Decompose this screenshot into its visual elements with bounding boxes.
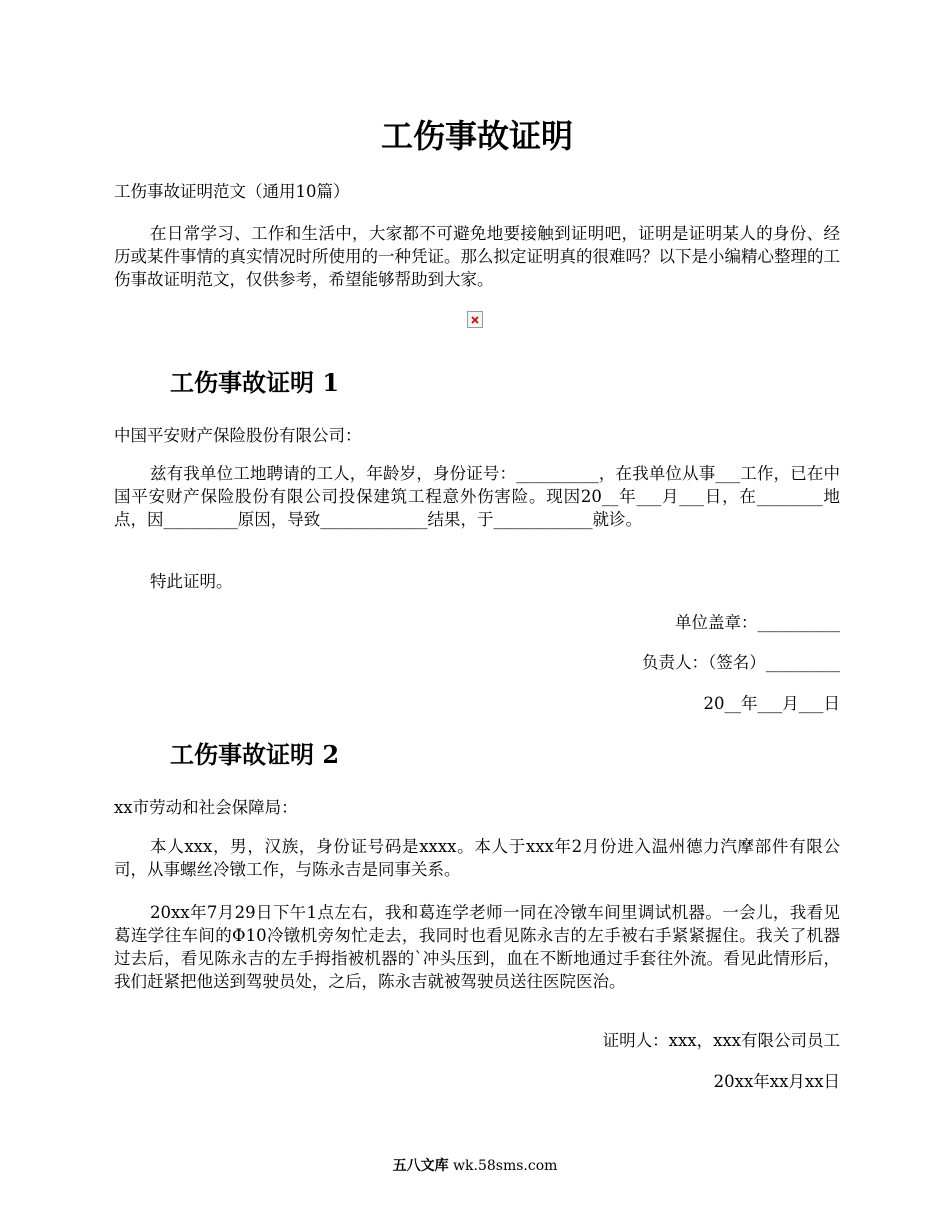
section1-heading: 工伤事故证明 1 bbox=[170, 368, 340, 397]
intro-paragraph: 在日常学习、工作和生活中，大家都不可避免地要接触到证明吧，证明是证明某人的身份、经历或某件事情的真实情况时所使用的一种凭证。那么拟定证明真的很难吗？以下是小编精心整理的工伤事故证明范文，仅供参考，希望能够帮助到大家。 bbox=[114, 224, 840, 289]
section1-date-line: 20__年___月___日 bbox=[703, 694, 840, 713]
section2-paragraph-1: 本人xxx，男，汉族，身份证号码是xxxx。本人于xxx年2月份进入温州德力汽摩部件有限公司，从事螺丝冷镦工作，与陈永吉是同事关系。 bbox=[114, 837, 840, 879]
section1-seal-line: 单位盖章：__________ bbox=[675, 613, 840, 632]
broken-image-icon bbox=[467, 311, 483, 328]
document-title: 工伤事故证明 bbox=[380, 117, 573, 155]
page-footer bbox=[0, 1156, 950, 1176]
footer-site-link[interactable]: wk.58sms.com bbox=[453, 1158, 558, 1174]
document-subtitle: 工伤事故证明范文（通用10篇） bbox=[114, 182, 350, 201]
section1-signer-line: 负责人：（签名）_________ bbox=[642, 653, 840, 672]
section2-paragraph-2: 20xx年7月29日下午1点左右，我和葛连学老师一同在冷镦车间里调试机器。一会儿，我看见葛连学往车间的Φ10冷镦机旁匆忙走去，我同时也看见陈永吉的左手被右手紧紧握住。我关了机器过去后，看见陈永吉的左手拇指被机器的`冲头压到，血在不断地通过手套往外流。看见此情形后，我们赶紧把他送到驾驶员处，之后，陈永吉就被驾驶员送往医院医治。 bbox=[114, 903, 840, 991]
section1-recipient: 中国平安财产保险股份有限公司： bbox=[114, 426, 362, 445]
section1-closing: 特此证明。 bbox=[150, 572, 233, 591]
section2-date-line: 20xx年xx月xx日 bbox=[713, 1072, 840, 1091]
section1-body: 兹有我单位工地聘请的工人，年龄岁，身份证号：__________，在我单位从事___工作，已在中国平安财产保险股份有限公司投保建筑工程意外伤害险。现因20__年___月___日，在________地点，因_________原因，导致_____________结果，于____________就诊。 bbox=[114, 464, 840, 529]
section2-recipient: xx市劳动和社会保障局： bbox=[114, 798, 298, 817]
section2-heading: 工伤事故证明 2 bbox=[170, 740, 340, 769]
section2-witness-line: 证明人：xxx，xxx有限公司员工 bbox=[602, 1031, 840, 1050]
footer-brand: 五八文库 bbox=[392, 1158, 449, 1174]
